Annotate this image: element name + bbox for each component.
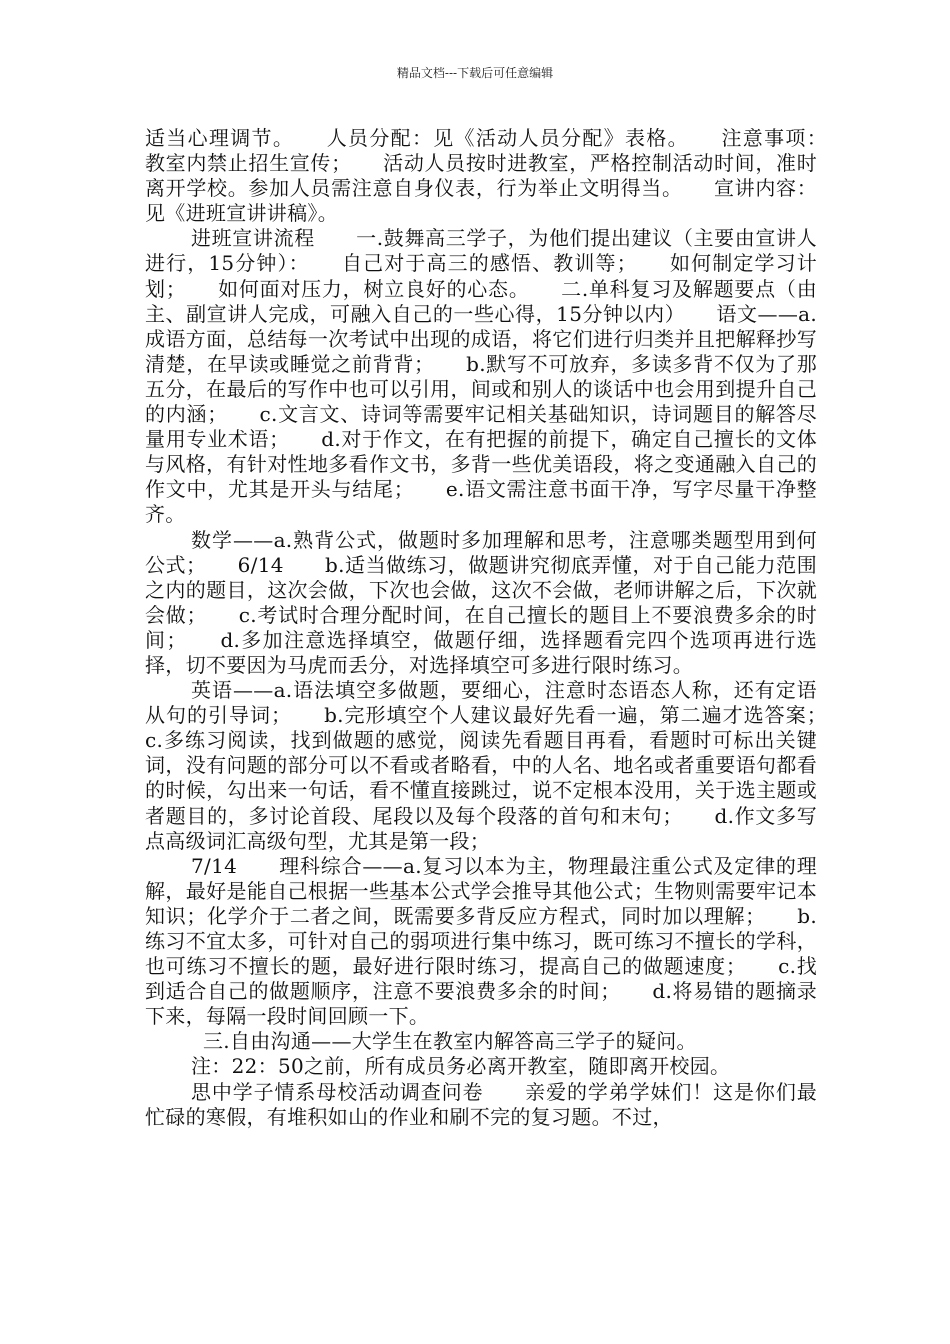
- paragraph-note: 注：22：50之前，所有成员务必离开教室，随即离开校园。: [191, 1054, 731, 1079]
- paragraph-questionnaire: 思中学子情系母校活动调查问卷 亲爱的学弟学妹们！这是你们最忙碌的寒假，有堆积如山的作业和刷不完的复习题。不过，: [145, 1079, 817, 1129]
- page-header: 精品文档---下载后可任意编辑: [396, 66, 554, 80]
- paragraph-math: 数学——a.熟背公式，做题时多加理解和思考，注意哪类题型用到何公式； 6/14 b.适当做练习，做题讲究彻底弄懂，对于自己能力范围之内的题目，这次会做，下次也会做，这次不会做，老师讲解之后，下次就会做； c.考试时合理分配时间，在自己擅长的题目上不要浪费多余的时间； d.多加注意选择填空，做题仔细，选择题看完四个选项再进行选择，切不要因为马虎而丢分，对选择填空可多进行限时练习。: [145, 527, 817, 677]
- paragraph-free-communication: 三.自由沟通——大学生在教室内解答高三学子的疑问。: [203, 1029, 697, 1054]
- paragraph-presentation-process: 进班宣讲流程 一.鼓舞高三学子，为他们提出建议（主要由宣讲人进行，15分钟）： 自己对于高三的感悟、教训等； 如何制定学习计划； 如何面对压力，树立良好的心态。 二.单科复习及解题要点（由主、副宣讲人完成，可融入自己的一些心得，15分钟以内） 语文——a.成语方面，总结每一次考试中出现的成语，将它们进行归类并且把解释抄写清楚，在早读或睡觉之前背背； b.默写不可放弃，多读多背不仅为了那五分，在最后的写作中也可以引用，间或和别人的谈话中也会用到提升自己的内涵； c.文言文、诗词等需要牢记相关基础知识，诗词题目的解答尽量用专业术语； d.对于作文，在有把握的前提下，确定自己擅长的文体与风格，有针对性地多看作文书，多背一些优美语段，将之变通融入自己的作文中，尤其是开头与结尾； e.语文需注意书面干净，写字尽量干净整齐。: [145, 226, 817, 527]
- paragraph-arrangements: 适当心理调节。 人员分配：见《活动人员分配》表格。 注意事项： 教室内禁止招生宣传； 活动人员按时进教室，严格控制活动时间，准时离开学校。参加人员需注意自身仪表，行为举止文明得当。 宣讲内容：见《进班宣讲讲稿》。: [145, 126, 858, 226]
- paragraph-science: 7/14 理科综合——a.复习以本为主，物理最注重公式及定律的理解，最好是能自己根据一些基本公式学会推导其他公式；生物则需要牢记本知识；化学介于二者之间，既需要多背反应方程式，同时加以理解； b.练习不宜太多，可针对自己的弱项进行集中练习，既可练习不擅长的学科，也可练习不擅长的题，最好进行限时练习，提高自己的做题速度； c.找到适合自己的做题顺序，注意不要浪费多余的时间； d.将易错的题摘录下来，每隔一段时间回顾一下。: [145, 853, 817, 1029]
- document-body: [145, 126, 858, 1130]
- paragraph-english: 英语——a.语法填空多做题，要细心，注意时态语态人称，还有定语从句的引导词； b.完形填空个人建议最好先看一遍，第二遍才选答案； c.多练习阅读，找到做题的感觉，阅读先看题目再看，看题时可标出关键词，没有问题的部分可以不看或者略看，中的人名、地名或者重要语句都看的时候，勾出来一句话，看不懂直接跳过，说不定根本没用，关于选主题或者题目的，多讨论首段、尾段以及每个段落的首句和末句； d.作文多写点高级词汇高级句型，尤其是第一段；: [145, 678, 858, 853]
